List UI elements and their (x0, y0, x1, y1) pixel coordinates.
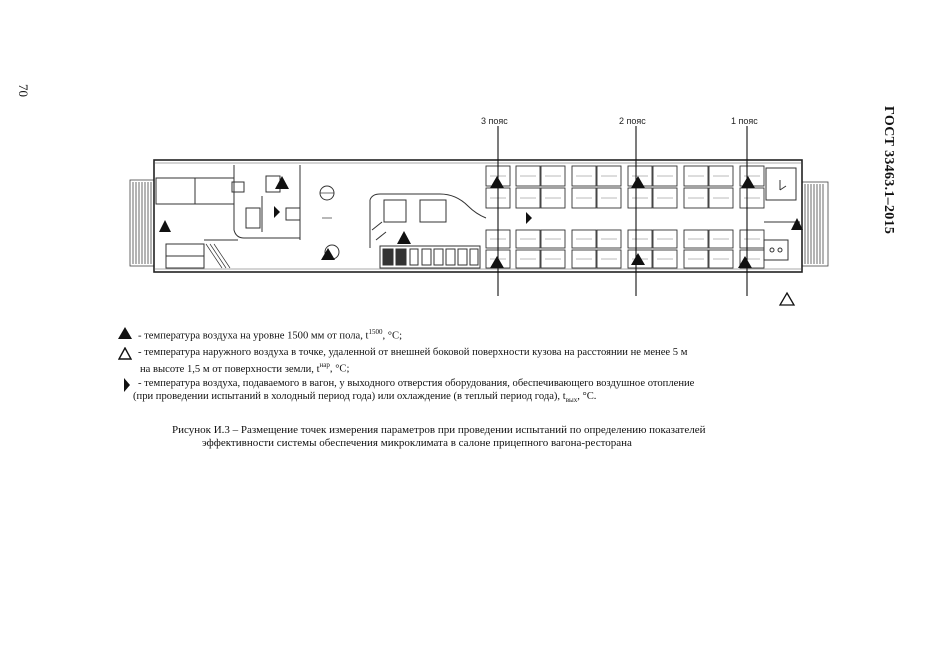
right-vestibule (764, 168, 800, 260)
caption-line-2: эффективности системы обеспечения микроклимата в салоне прицепного вагона-ресторана (202, 437, 632, 449)
measure-point-t1500 (490, 256, 504, 268)
running-header: ГОСТ 33463.1–2015 (881, 106, 896, 235)
measure-point-t1500 (631, 176, 645, 188)
bar-zone (300, 165, 339, 259)
zone-label-2: 2 пояс (619, 116, 646, 126)
measure-point-t1500 (275, 176, 289, 189)
measure-point-supply-air (274, 206, 280, 218)
measure-point-t1500 (321, 248, 335, 260)
left-vestibule (156, 178, 244, 268)
measure-point-t1500 (741, 176, 755, 188)
figure-caption (172, 424, 706, 450)
staff-compartment (234, 165, 300, 238)
measure-point-outdoor (780, 293, 794, 305)
caption-line-1: Рисунок И.3 – Размещение точек измерения параметров при проведении испытаний по определению показателей (172, 424, 706, 436)
kitchen (370, 194, 486, 268)
filled-triangle-icon (118, 327, 132, 340)
page-number: 70 (16, 84, 31, 97)
zone-label-1: 1 пояс (731, 116, 758, 126)
outline-triangle-icon (118, 347, 132, 360)
measure-point-t1500 (490, 176, 504, 188)
left-gangway (130, 180, 154, 266)
measure-point-supply-air (526, 212, 532, 224)
measure-point-t1500 (397, 231, 411, 244)
measure-point-t1500 (159, 220, 171, 232)
right-gangway (802, 182, 828, 266)
half-triangle-icon (121, 378, 135, 392)
zone-label-3: 3 пояс (481, 116, 508, 126)
